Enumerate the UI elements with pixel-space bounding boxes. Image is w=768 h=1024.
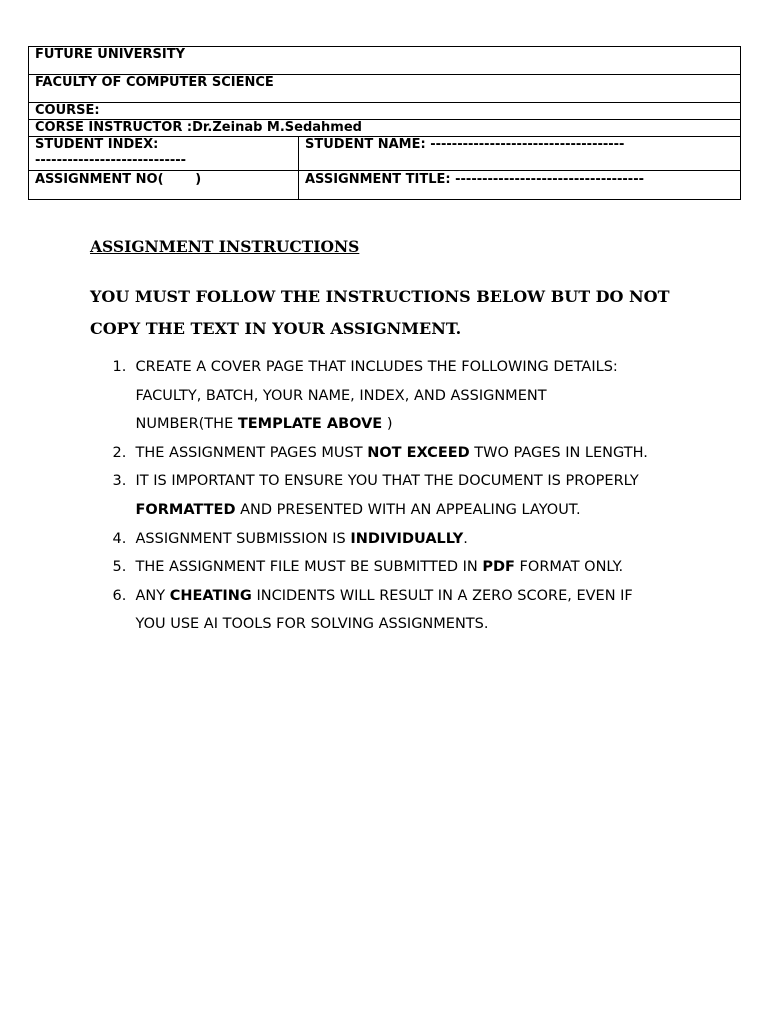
course-field: COURSE: [29,103,741,120]
assignment-header-table [28,46,741,200]
table-row [29,47,741,75]
item-text: THE ASSIGNMENT PAGES MUST [135,444,368,461]
list-item [90,353,690,439]
table-row [29,103,741,120]
item-text-line [136,582,691,611]
item-text: TWO PAGES IN LENGTH. [469,444,648,461]
item-text: . [463,530,468,547]
item-text-line: IT IS IMPORTANT TO ENSURE YOU THAT THE DOCUMENT IS PROPERLY [135,473,639,490]
notice-line: COPY THE TEXT IN YOUR ASSIGNMENT. [90,319,462,338]
item-text-line [136,553,691,582]
assignment-number-label: ASSIGNMENT NO( ) [35,172,202,187]
list-item [90,582,690,639]
item-text: INCIDENTS WILL RESULT IN A ZERO SCORE, EVEN IF [251,587,633,604]
item-text: ANY [135,587,170,604]
table-row [29,137,741,171]
item-emphasis: NOT EXCEED [367,444,470,461]
list-item [90,553,690,582]
student-index-label: STUDENT INDEX: [35,137,159,152]
list-number: 6. [112,587,127,604]
item-text-line [136,410,691,439]
instructions-list [90,353,690,639]
item-text: NUMBER(THE [135,416,238,433]
item-text: FORMAT ONLY. [514,559,624,576]
table-row [29,120,741,137]
item-text-line [136,439,691,468]
item-text: ) [382,416,393,433]
notice-line: YOU MUST FOLLOW THE INSTRUCTIONS BELOW BUT DO NOT [90,287,670,306]
faculty-name: FACULTY OF COMPUTER SCIENCE [29,75,741,103]
list-number: 5. [112,559,127,576]
list-number: 3. [112,473,127,490]
student-name-field: STUDENT NAME: ------------------------------------ [299,137,741,171]
list-number: 4. [112,530,127,547]
item-text-line: YOU USE AI TOOLS FOR SOLVING ASSIGNMENTS. [135,616,489,633]
list-item [90,439,690,468]
table-row [29,75,741,103]
instructions-notice [90,281,690,345]
list-number: 2. [112,444,127,461]
item-text-line [136,525,691,554]
item-text: THE ASSIGNMENT FILE MUST BE SUBMITTED IN [135,559,483,576]
item-text: AND PRESENTED WITH AN APPEALING LAYOUT. [235,501,581,518]
assignment-title-field: ASSIGNMENT TITLE: ----------------------------------- [299,171,741,200]
list-number: 1. [112,359,127,375]
item-text-line [136,496,691,525]
item-emphasis: INDIVIDUALLY [350,530,464,547]
university-name: FUTURE UNIVERSITY [29,47,741,75]
student-index-cell [29,137,299,171]
item-text-line: FACULTY, BATCH, YOUR NAME, INDEX, AND ASSIGNMENT [135,387,547,404]
list-item [90,467,690,524]
student-index-blank: ---------------------------- [35,153,187,168]
course-instructor: CORSE INSTRUCTOR :Dr.Zeinab M.Sedahmed [29,120,741,137]
table-row [29,171,741,200]
item-emphasis: CHEATING [169,587,252,604]
item-emphasis: TEMPLATE ABOVE [237,416,383,433]
item-text-line: CREATE A COVER PAGE THAT INCLUDES THE FOLLOWING DETAILS: [135,359,618,375]
assignment-number-field [29,171,299,200]
list-item [90,525,690,554]
item-emphasis: PDF [482,559,515,576]
item-emphasis: FORMATTED [135,501,236,518]
item-text: ASSIGNMENT SUBMISSION IS [135,530,351,547]
instructions-heading: ASSIGNMENT INSTRUCTIONS [90,237,360,256]
